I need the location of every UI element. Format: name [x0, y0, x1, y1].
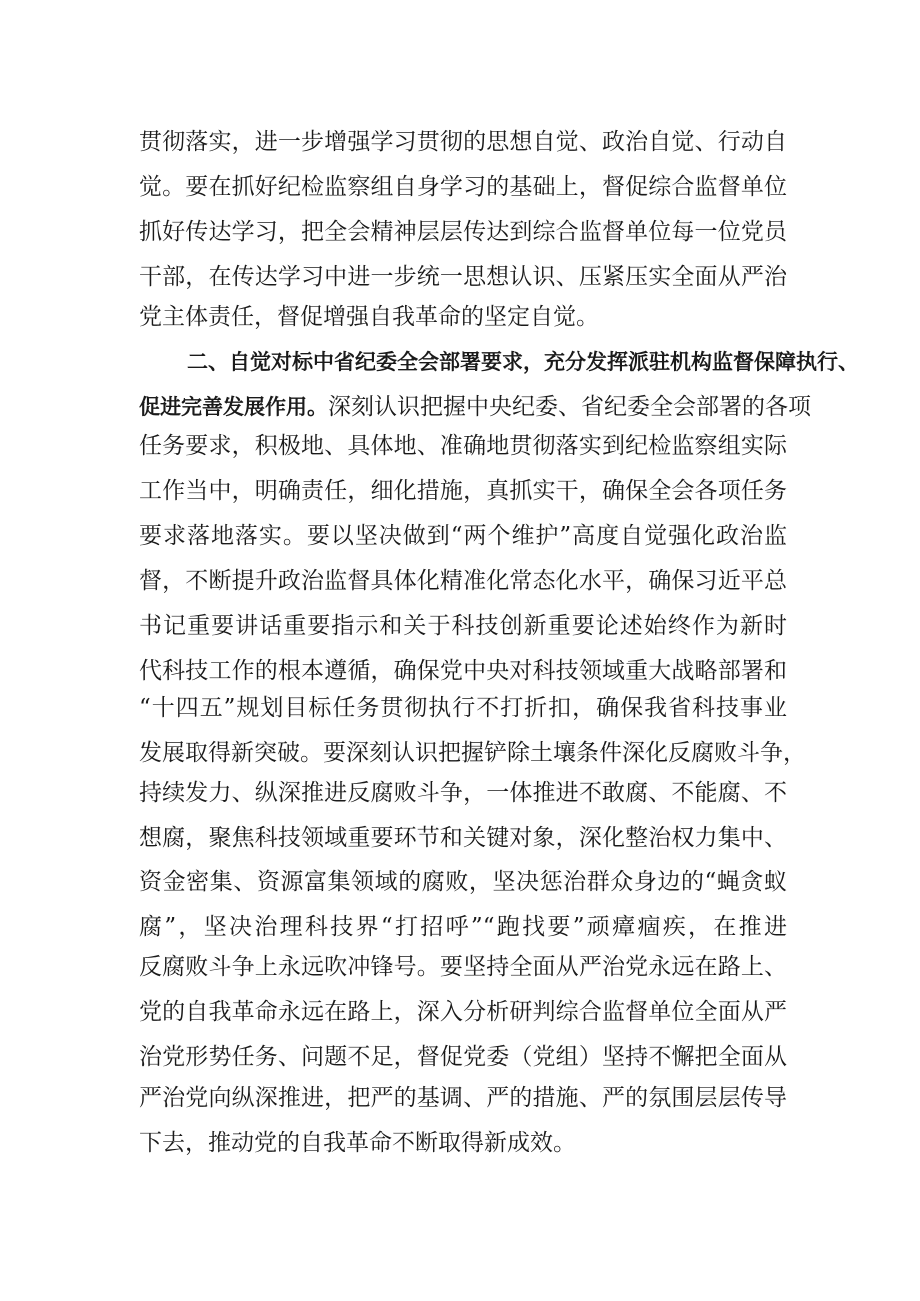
- paragraph-2-line-7: 书记重要讲话重要指示和关于科技创新重要论述始终作为新时: [139, 613, 787, 639]
- paragraph-1-line-1: 贯彻落实，进一步增强学习贯彻的思想自觉、政治自觉、行动自: [139, 129, 787, 155]
- paragraph-2-line-12: 想腐，聚焦科技领域重要环节和关键对象，深化整治权力集中、: [139, 825, 787, 851]
- section-heading-tail: 促进完善发展作用。: [139, 395, 328, 419]
- paragraph-2-line-8: 代科技工作的根本遵循，确保党中央对科技领域重大战略部署和: [139, 658, 787, 684]
- paragraph-2-line-9: “十四五”规划目标任务贯彻执行不打折扣，确保我省科技事业: [139, 695, 787, 721]
- paragraph-2-line-18: 严治党向纵深推进，把严的基调、严的措施、严的氛围层层传导: [139, 1085, 787, 1111]
- paragraph-2-line-16: 党的自我革命永远在路上，深入分析研判综合监督单位全面从严: [139, 999, 787, 1025]
- paragraph-2-line-11: 持续发力、纵深推进反腐败斗争，一体推进不敢腐、不能腐、不: [139, 780, 787, 806]
- paragraph-2-line-19: 下去，推动党的自我革命不断取得新成效。: [139, 1130, 576, 1156]
- paragraph-2-line-14: 腐”，坚决治理科技界“打招呼”“跑找要”顽瘴痼疾，在推进: [139, 914, 787, 940]
- paragraph-1-line-3: 抓好传达学习，把全会精神层层传达到综合监督单位每一位党员: [139, 219, 787, 245]
- section-heading: 二、自觉对标中省纪委全会部署要求，充分发挥派驻机构监督保障执行、: [187, 350, 859, 374]
- paragraph-2-line-17: 治党形势任务、问题不足，督促党委（党组）坚持不懈把全面从: [139, 1044, 787, 1070]
- paragraph-2-line-6: 督，不断提升政治监督具体化精准化常态化水平，确保习近平总: [139, 568, 787, 594]
- paragraph-2-line-13: 资金密集、资源富集领域的腐败，坚决惩治群众身边的“蝇贪蚁: [139, 869, 787, 895]
- section-heading-line-1: [187, 342, 859, 382]
- paragraph-2-line-15: 反腐败斗争上永远吹冲锋号。要坚持全面从严治党永远在路上、: [139, 954, 787, 980]
- paragraph-2-line-3: 任务要求，积极地、具体地、准确地贯彻落实到纪检监察组实际: [139, 433, 787, 459]
- paragraph-1-line-2: 觉。要在抓好纪检监察组自身学习的基础上，督促综合监督单位: [139, 174, 787, 200]
- paragraph-2-line-4: 工作当中，明确责任，细化措施，真抓实干，确保全会各项任务: [139, 478, 787, 504]
- paragraph-2-line-10: 发展取得新突破。要深刻认识把握铲除土壤条件深化反腐败斗争，: [139, 740, 806, 766]
- paragraph-1-line-4: 干部，在传达学习中进一步统一思想认识、压紧压实全面从严治: [139, 264, 787, 290]
- paragraph-1-line-5: 党主体责任，督促增强自我革命的坚定自觉。: [139, 304, 599, 330]
- paragraph-2-line-5: 要求落地落实。要以坚决做到“两个维护”高度自觉强化政治监: [139, 523, 787, 549]
- paragraph-2-line-2: [139, 387, 811, 427]
- paragraph-2-line-2-body: 深刻认识把握中央纪委、省纪委全会部署的各项: [328, 394, 811, 420]
